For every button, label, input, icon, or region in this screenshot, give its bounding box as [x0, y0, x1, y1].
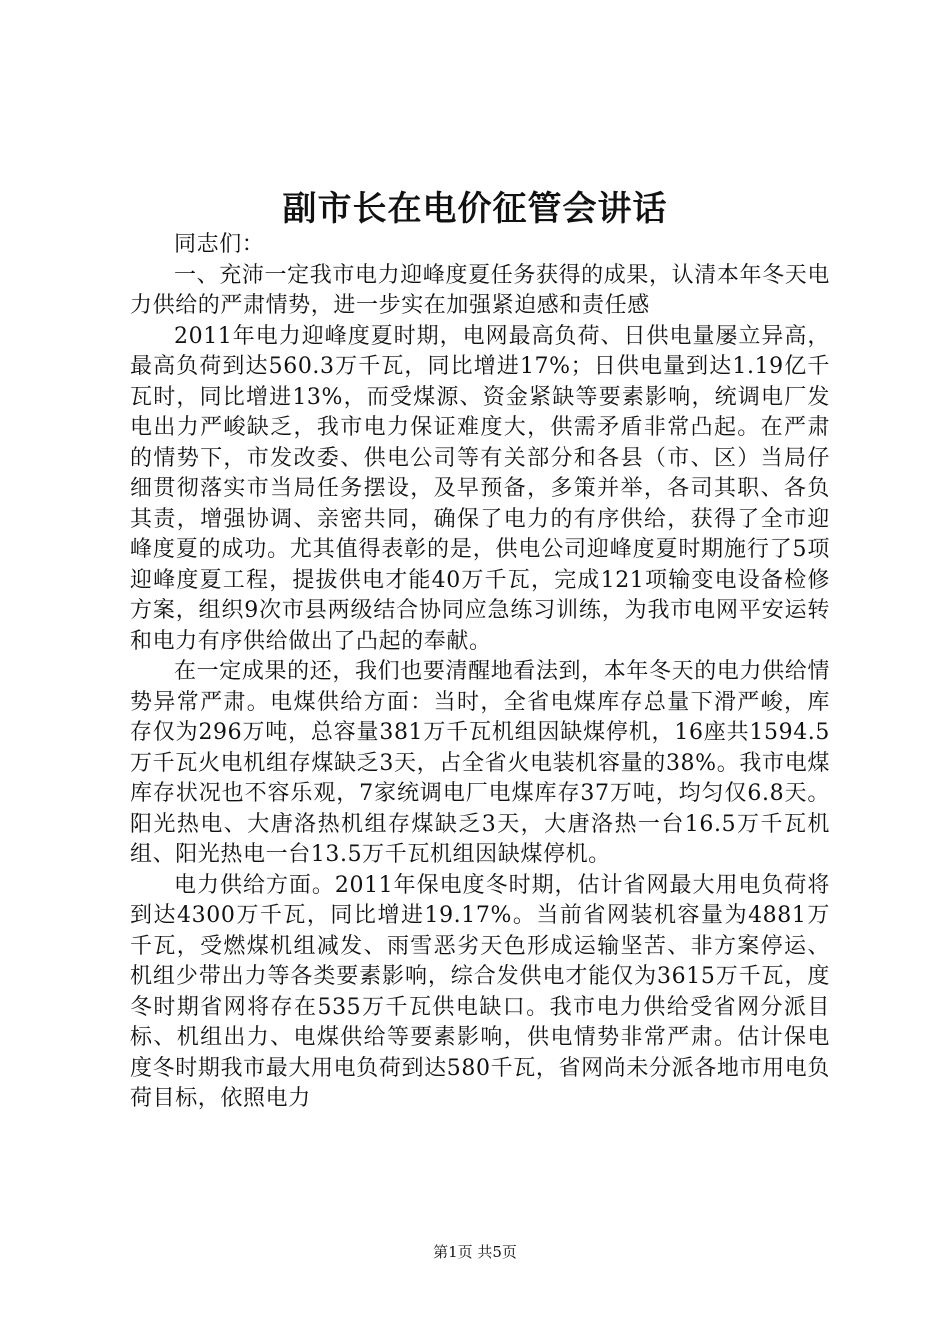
greeting: 同志们：	[174, 232, 265, 257]
paragraph: 2011年电力迎峰度夏时期，电网最高负荷、日供电量屡立异高，最高负荷到达560.3万千瓦，同比增进17%；日供电量到达1.19亿千瓦时，同比增进13%，而受煤源、资金紧缺等要素影响，统调电厂发电出力严峻缺乏，我市电力保证难度大，供需矛盾非常凸起。在严肃的情势下，市发改委、供电公司等有关部分和各县（市、区）当局仔细贯彻落实市当局任务摆设，及早预备，多策并举，各司其职、各负其责，增强协调、亲密共同，确保了电力的有序供给，获得了全市迎峰度夏的成功。尤其值得表彰的是，供电公司迎峰度夏时期施行了5项迎峰度夏工程，提拔供电才能40万千瓦，完成121项输变电设备检修方案，组织9次市县两级结合协同应急练习训练，为我市电网平安运转和电力有序供给做出了凸起的奉献。	[130, 323, 830, 654]
document-body	[130, 230, 830, 1115]
paragraph: 在一定成果的还，我们也要清醒地看法到，本年冬天的电力供给情势异常严肃。电煤供给方面：当时，全省电煤库存总量下滑严峻，库存仅为296万吨，总容量381万千瓦机组因缺煤停机，16座共1594.5万千瓦火电机组存煤缺乏3天，占全省火电装机容量的38%。我市电煤库存状况也不容乐观，7家统调电厂电煤库存37万吨，均匀仅6.8天。阳光热电、大唐洛热机组存煤缺乏3天，大唐洛热一台16.5万千瓦机组、阳光热电一台13.5万千瓦机组因缺煤停机。	[130, 659, 830, 867]
paragraph: 电力供给方面。2011年保电度冬时期，估计省网最大用电负荷将到达4300万千瓦，同比增进19.17%。当前省网装机容量为4881万千瓦，受燃煤机组减发、雨雪恶劣天色形成运输坚苦、非方案停运、机组少带出力等各类要素影响，综合发供电才能仅为3615万千瓦，度冬时期省网将存在535万千瓦供电缺口。我市电力供给受省网分派目标、机组出力、电煤供给等要素影响，供电情势非常严肃。估计保电度冬时期我市最大用电负荷到达580千瓦，省网尚未分派各地市用电负荷目标，依照电力	[130, 872, 830, 1111]
page-number: 第1页 共5页	[433, 1243, 517, 1261]
document-title: 副市长在电价征管会讲话	[282, 189, 668, 229]
paragraph: 一、充沛一定我市电力迎峰度夏任务获得的成果，认清本年冬天电力供给的严肃情势，进一步实在加强紧迫感和责任感	[130, 262, 830, 318]
